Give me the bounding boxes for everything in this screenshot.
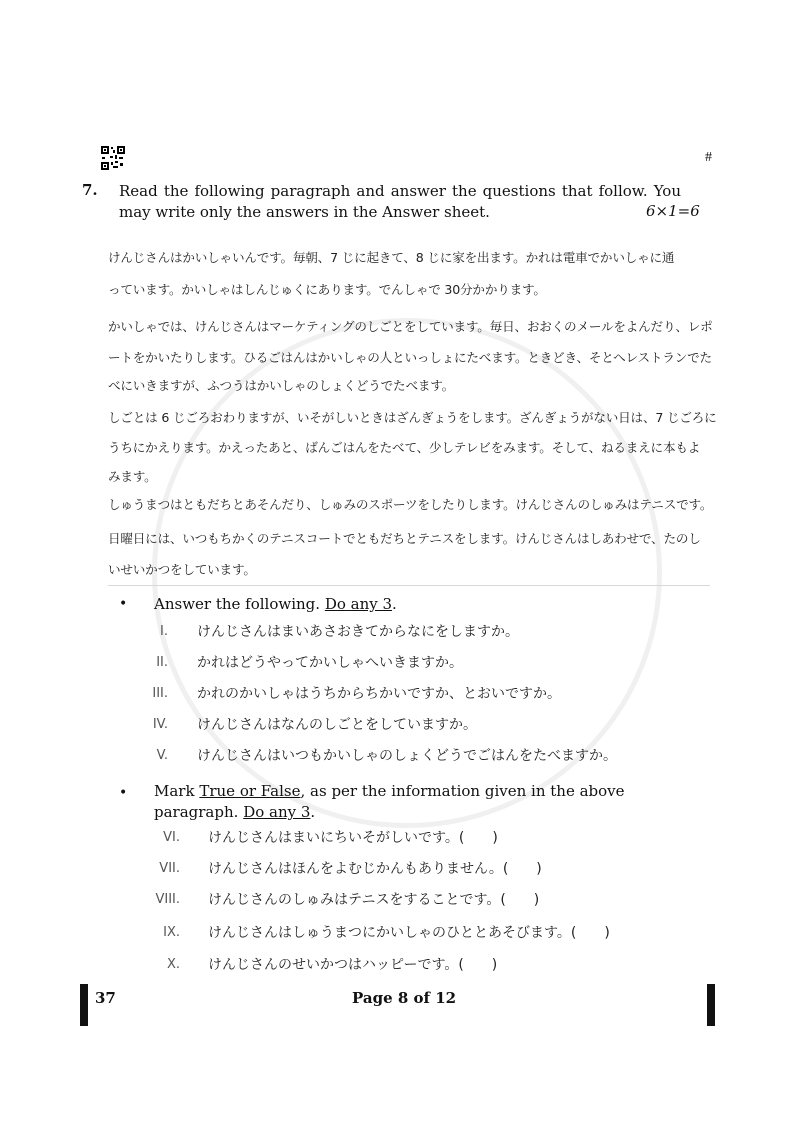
paragraph-line: けんじさんはかいしゃいんです。毎朝、7 じに起きて、8 じに家を出ます。かれは電車でかいしゃに通	[108, 250, 675, 265]
paragraph-line: しゅうまつはともだちとあそんだり、しゅみのスポーツをしたりします。けんじさんのしゅみはテニスです。	[108, 497, 713, 512]
question-item: けんじさんはなんのしごとをしていますか。	[197, 717, 477, 733]
instruction-text: Mark	[154, 782, 200, 800]
bullet: •	[119, 596, 128, 612]
paragraph-line: っています。かいしゃはしんじゅくにあります。でんしゃで 30分かかります。	[108, 282, 546, 297]
question-item: かれはどうやってかいしゃへいきますか。	[197, 655, 463, 671]
paragraph-line: うちにかえります。かえったあと、ばんごはんをたべて、少しテレビをみます。そして、ねるまえに本もよ	[108, 440, 701, 455]
instruction-suffix: .	[392, 595, 397, 613]
instruction-suffix: , as per the information given in the above	[300, 782, 625, 800]
page-number: Page 8 of 12	[352, 989, 457, 1007]
instruction-underlined: Do any 3	[243, 803, 311, 821]
instruction-text: paragraph.	[154, 803, 244, 821]
paragraph-line: ートをかいたりします。ひるごはんはかいしゃの人といっしょにたべます。ときどき、そとへレストランでた	[108, 350, 712, 365]
true-false-item: けんじさんはしゅうまつにかいしゃのひととあそびます。( )	[208, 925, 610, 941]
item-number: III.	[152, 686, 168, 701]
paragraph-line: みます。	[108, 469, 157, 484]
item-number: X.	[166, 957, 180, 972]
item-number: V.	[156, 748, 168, 763]
footer-code: 37	[95, 989, 116, 1007]
paragraph-divider	[108, 585, 710, 586]
bullet: •	[119, 785, 128, 801]
item-number: VII.	[159, 861, 180, 876]
paragraph-line: いせいかつをしています。	[108, 562, 256, 577]
qr-code-icon	[101, 146, 125, 170]
instruction-suffix: .	[310, 803, 316, 821]
question-item: かれのかいしゃはうちからちかいですか、とおいですか。	[197, 686, 561, 702]
paragraph-line: べにいきますが、ふつうはかいしゃのしょくどうでたべます。	[108, 378, 455, 393]
item-number: VI.	[163, 830, 180, 845]
section-a-instruction	[154, 595, 397, 613]
footer-left-bar	[80, 984, 88, 1026]
true-false-item: けんじさんはほんをよむじかんもありません。( )	[208, 861, 542, 877]
question-item: けんじさんはまいあさおきてからなにをしますか。	[197, 624, 519, 640]
instruction-underlined: True or False	[199, 782, 301, 800]
paragraph-line: しごとは 6 じごろおわりますが、いそがしいときはざんぎょうをします。ざんぎょうがない日は、7 じごろに	[108, 410, 717, 425]
item-number: I.	[160, 624, 168, 639]
question-marks: 6×1=6	[646, 202, 700, 220]
item-number: II.	[156, 655, 168, 670]
question-number: 7.	[82, 181, 98, 199]
section-b-instruction-line1	[154, 782, 681, 800]
question-text: Read the following paragraph and answer the questions that follow. You may write only the answers in the Answer sheet.	[119, 182, 681, 221]
true-false-item: けんじさんのしゅみはテニスをすることです。( )	[208, 892, 540, 908]
true-false-item: けんじさんはまいにちいそがしいです。( )	[208, 830, 498, 846]
section-b-instruction-line2	[154, 803, 315, 821]
paragraph-line: かいしゃでは、けんじさんはマーケティングのしごとをしています。毎日、おおくのメールをよんだり、レポ	[108, 319, 713, 334]
page-hash-mark: #	[705, 150, 712, 165]
footer-right-bar	[707, 984, 715, 1026]
instruction-underlined: Do any 3	[324, 595, 393, 613]
instruction-text: Answer the following.	[154, 595, 325, 613]
item-number: IV.	[152, 717, 168, 732]
paragraph-line: 日曜日には、いつもちかくのテニスコートでともだちとテニスをします。けんじさんはしあわせで、たのし	[108, 531, 701, 546]
item-number: IX.	[163, 925, 180, 940]
true-false-item: けんじさんのせいかつはハッピーです。( )	[208, 957, 498, 973]
question-item: けんじさんはいつもかいしゃのしょくどうでごはんをたべますか。	[197, 748, 617, 764]
item-number: VIII.	[155, 892, 180, 907]
